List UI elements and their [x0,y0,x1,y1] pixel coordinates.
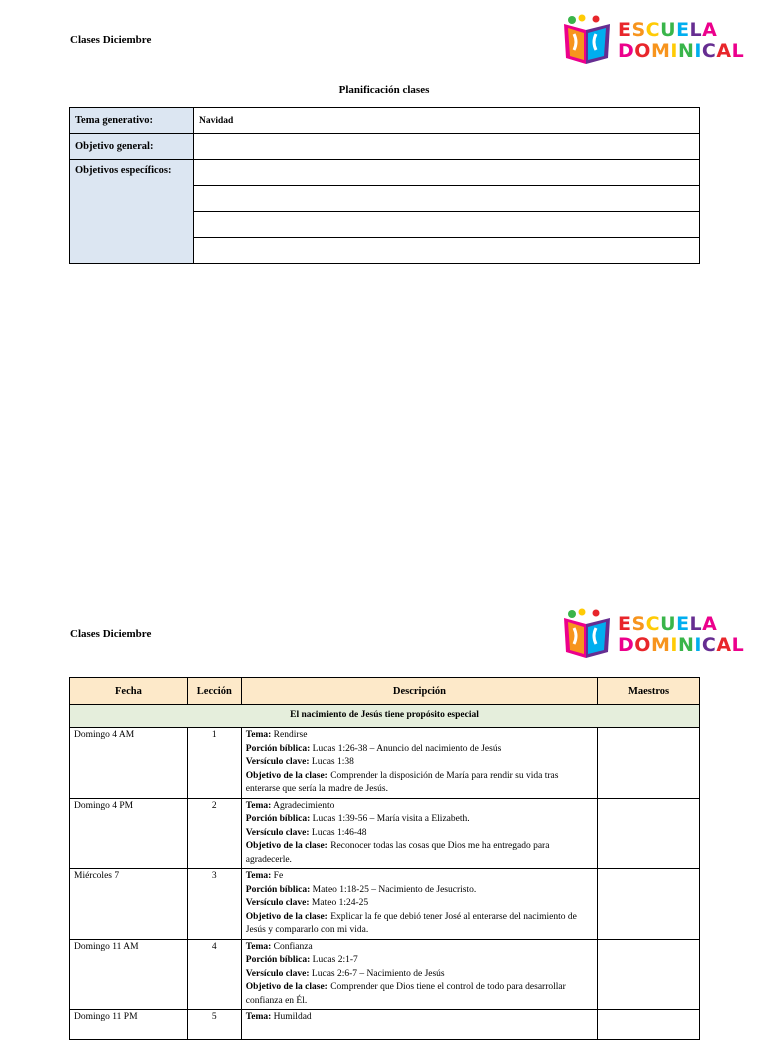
versiculo-label: Versículo clave: [245,757,310,767]
fecha-cell: Domingo 4 PM [70,798,188,869]
header-title: Clases Diciembre [70,34,152,46]
versiculo-value: Mateo 1:24-25 [311,898,369,908]
tema-value: Agradecimiento [273,800,335,811]
schedule-table [69,677,700,1040]
tema-label: Tema: [245,871,272,881]
porcion-value: Lucas 1:26-38 – Anuncio del nacimiento de Jesús [312,743,502,754]
planning-table [69,107,700,264]
table-row [70,869,700,940]
objetivo-label: Objetivo de la clase: [245,770,328,781]
objetivo-value: Comprender la disposición de María para rendir su vida tras enterarse que sería la madre de Jesús. [245,770,559,794]
descripcion-cell [241,798,597,869]
document-page-2 [0,594,768,1024]
objetivo-value: Comprender que Dios tiene el control de todo para desarrollar confianza en Él. [245,982,566,1006]
tema-label: Tema: [245,1012,272,1022]
table-row [70,728,700,799]
fecha-cell: Domingo 11 AM [70,939,188,1010]
fecha-cell: Miércoles 7 [70,869,188,940]
objetivo-label: Objetivo de la clase: [245,911,328,922]
porcion-value: Mateo 1:18-25 – Nacimiento de Jesucristo. [312,884,477,895]
porcion-value: Lucas 2:1-7 [312,955,358,965]
versiculo-label: Versículo clave: [245,968,310,979]
tema-label: Tema: [245,730,272,740]
row-value[interactable] [194,134,700,160]
tema-value: Confianza [273,941,313,952]
book-kids-icon [560,14,616,66]
porcion-value: Lucas 1:39-56 – María visita a Elizabeth. [312,814,470,824]
tema-value: Rendirse [273,730,308,740]
row-label: Tema generativo: [70,108,194,134]
section-row [70,705,700,728]
table-row [70,160,700,186]
section-title: El nacimiento de Jesús tiene propósito especial [70,705,700,728]
row-value[interactable] [194,238,700,264]
porcion-label: Porción bíblica: [245,884,311,895]
row-value[interactable] [194,212,700,238]
plan-title: Planificación clases [338,84,430,96]
versiculo-value: Lucas 1:38 [311,757,354,767]
row-value[interactable] [194,160,700,186]
table-row [70,798,700,869]
descripcion-cell [241,1010,597,1040]
fecha-cell: Domingo 11 PM [70,1010,188,1040]
tema-value: Humildad [273,1012,312,1022]
column-header-fecha: Fecha [70,678,188,705]
versiculo-label: Versículo clave: [245,898,310,908]
logo-word-escuela: ESCUELA [618,613,718,635]
maestros-cell[interactable] [598,939,700,1010]
objetivo-value: Reconocer todas las cosas que Dios me ha entregado para agradecerle. [245,841,550,865]
header-title: Clases Diciembre [70,628,152,640]
escuela-dominical-logo [560,608,745,660]
row-label: Objetivos específicos: [70,160,194,264]
row-value[interactable] [194,186,700,212]
descripcion-cell [241,869,597,940]
maestros-cell[interactable] [598,798,700,869]
objetivo-value: Explicar la fe que debió tener José al enterarse del nacimiento de Jesús y compararlo con mi vida. [245,911,577,935]
versiculo-label: Versículo clave: [245,827,310,838]
objetivo-label: Objetivo de la clase: [245,982,328,992]
row-value[interactable]: Navidad [194,108,700,134]
leccion-cell: 2 [187,798,241,869]
descripcion-cell [241,728,597,799]
column-header-maestros: Maestros [598,678,700,705]
leccion-cell: 1 [187,728,241,799]
fecha-cell: Domingo 4 AM [70,728,188,799]
table-row [70,1010,700,1040]
row-label: Objetivo general: [70,134,194,160]
porcion-label: Porción bíblica: [245,955,311,965]
page-gap [0,562,768,594]
tema-label: Tema: [245,800,272,811]
table-row [70,939,700,1010]
tema-label: Tema: [245,941,272,952]
porcion-label: Porción bíblica: [245,814,311,824]
column-header-descripcion: Descripción [241,678,597,705]
table-header-row [70,678,700,705]
table-row [70,134,700,160]
book-kids-icon [560,608,616,660]
escuela-dominical-logo [560,14,745,66]
leccion-cell: 5 [187,1010,241,1040]
versiculo-value: Lucas 2:6-7 – Nacimiento de Jesús [311,968,445,979]
porcion-label: Porción bíblica: [245,743,311,754]
leccion-cell: 4 [187,939,241,1010]
maestros-cell[interactable] [598,869,700,940]
column-header-leccion: Lección [187,678,241,705]
descripcion-cell [241,939,597,1010]
tema-value: Fe [273,871,284,881]
logo-word-dominical: DOMINICAL [618,634,745,656]
maestros-cell[interactable] [598,728,700,799]
logo-word-dominical: DOMINICAL [618,40,745,62]
objetivo-label: Objetivo de la clase: [245,841,328,851]
versiculo-value: Lucas 1:46-48 [311,827,367,838]
table-row [70,108,700,134]
logo-word-escuela: ESCUELA [618,19,718,41]
leccion-cell: 3 [187,869,241,940]
maestros-cell[interactable] [598,1010,700,1040]
